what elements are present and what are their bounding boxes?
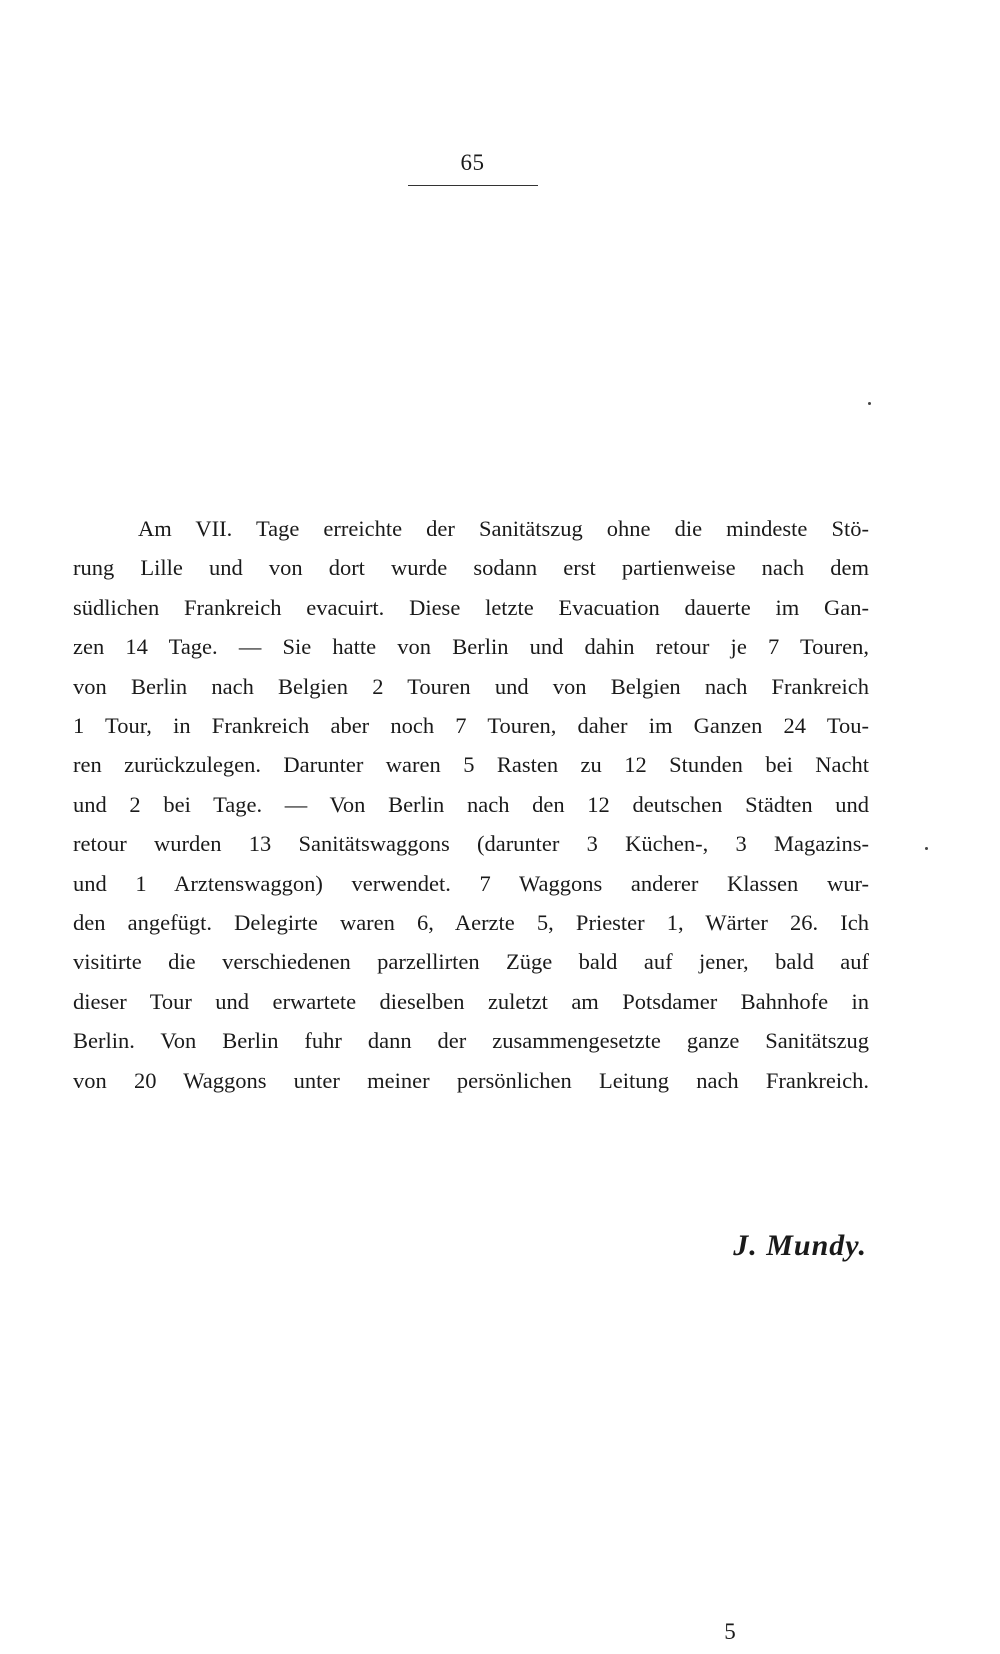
text-line: Berlin. Von Berlin fuhr dann der zusammengesetzte ganze Sanitätszug <box>73 1028 869 1054</box>
text-line: und 2 bei Tage. — Von Berlin nach den 12 deutschen Städten und <box>73 791 869 817</box>
header-rule <box>408 185 538 186</box>
text-line: und 1 Arztenswaggon) verwendet. 7 Waggons anderer Klassen wur- <box>73 870 869 896</box>
page-number: 65 <box>460 150 485 175</box>
signature: J. Mundy. <box>733 1229 867 1262</box>
scan-speck <box>925 847 928 850</box>
text-line: 1 Tour, in Frankreich aber noch 7 Touren, daher im Ganzen 24 Tou- <box>73 713 869 739</box>
text-line: südlichen Frankreich evacuirt. Diese letzte Evacuation dauerte im Gan- <box>73 594 869 620</box>
text-line: dieser Tour und erwartete dieselben zuletzt am Potsdamer Bahnhofe in <box>73 988 869 1014</box>
text-line: Am VII. Tage erreichte der Sanitätszug ohne die mindeste Stö- <box>138 516 869 541</box>
text-line: von Berlin nach Belgien 2 Touren und von Belgien nach Frankreich <box>73 673 869 699</box>
body-paragraph <box>73 509 869 1100</box>
text-line: von 20 Waggons unter meiner persönlichen Leitung nach Frankreich. <box>73 1067 869 1093</box>
text-line: retour wurden 13 Sanitätswaggons (darunter 3 Küchen-, 3 Magazins- <box>73 831 869 857</box>
scan-speck <box>868 402 871 405</box>
sheet-mark: 5 <box>724 1619 736 1644</box>
text-line: den angefügt. Delegirte waren 6, Aerzte 5, Priester 1, Wärter 26. Ich <box>73 910 869 936</box>
text-line: ren zurückzulegen. Darunter waren 5 Rasten zu 12 Stunden bei Nacht <box>73 752 869 778</box>
text-line: visitirte die verschiedenen parzellirten Züge bald auf jener, bald auf <box>73 949 869 975</box>
text-line: zen 14 Tage. — Sie hatte von Berlin und dahin retour je 7 Touren, <box>73 634 869 660</box>
text-line: rung Lille und von dort wurde sodann erst partienweise nach dem <box>73 555 869 581</box>
